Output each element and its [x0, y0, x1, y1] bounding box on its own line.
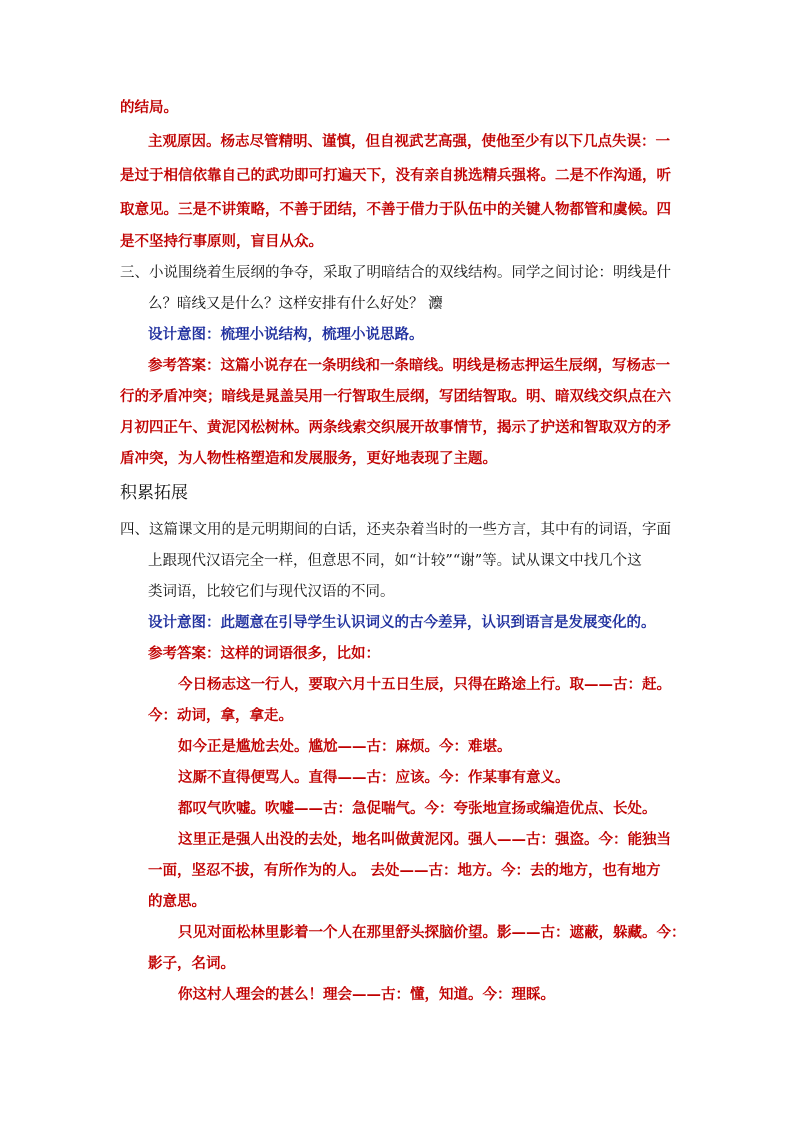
example-line: 只见对面松林里影着一个人在那里舒头探脑价望。影——古：遮蔽，躲藏。今：: [178, 924, 686, 941]
example-line: 如今正是尴尬去处。尴尬——古：麻烦。今：难堪。: [178, 738, 512, 755]
example-line: 这里正是强人出没的去处，地名叫做黄泥冈。强人——古：强盗。今：能独当: [178, 831, 671, 848]
example-line: 都叹气吹嘘。吹嘘——古：急促喘气。今：夸张地宣扬或编造优点、长处。: [178, 800, 657, 817]
text-line: 行的矛盾冲突；暗线是晁盖吴用一行智取生辰纲，写团结智取。明、暗双线交织点在六: [120, 388, 671, 405]
text-line: 月初四正午、黄泥冈松树林。两条线索交织展开故事情节，揭示了护送和智取双方的矛: [120, 419, 671, 436]
example-line: 今日杨志这一行人，要取六月十五日生辰，只得在路途上行。取——古：赶。: [178, 676, 671, 693]
text-line: 影子，名词。: [148, 955, 235, 972]
design-intent: 设计意图：梳理小说结构，梳理小说思路。: [148, 326, 424, 343]
text-line: 今：动词，拿，拿走。: [148, 707, 293, 724]
text-line: 是不坚持行事原则，盲目从众。: [120, 233, 323, 250]
text-line: 取意见。三是不讲策略，不善于团结，不善于借力于队伍中的关键人物都管和虞候。四: [120, 201, 671, 218]
text-line: 是过于相信依靠自己的武功即可打遍天下，没有亲自挑选精兵强将。二是不作沟通，听: [120, 167, 671, 184]
text-line: 一面，坚忍不拔，有所作为的人。 去处——古：地方。今：去的地方，也有地方: [148, 862, 661, 879]
text-line: 主观原因。杨志尽管精明、谨慎，但自视武艺高强，使他至少有以下几点失误：一: [148, 133, 670, 150]
reference-answer: 参考答案：这篇小说存在一条明线和一条暗线。明线是杨志押运生辰纲，写杨志一: [148, 357, 670, 374]
text-line: 的结局。: [120, 99, 178, 116]
text-line: 盾冲突，为人物性格塑造和发展服务，更好地表现了主题。: [120, 450, 497, 467]
question-4: 四、这篇课文用的是元明期间的白话，还夹杂着当时的一些方言，其中有的词语，字面: [120, 522, 671, 538]
section-heading: 积累拓展: [120, 483, 188, 503]
text-line: 类词语，比较它们与现代汉语的不同。: [148, 584, 395, 600]
text-line: 的意思。: [148, 893, 206, 910]
design-intent: 设计意图：此题意在引导学生认识词义的古今差异，认识到语言是发展变化的。: [148, 614, 656, 631]
stamp-glyph: 灋: [428, 296, 443, 312]
question-3-cont: [148, 294, 443, 314]
text-segment: 么？暗线又是什么？这样安排有什么好处？: [148, 296, 424, 312]
question-3: 三、小说围绕着生辰纲的争夺，采取了明暗结合的双线结构。同学之间讨论：明线是什: [120, 265, 671, 281]
text-line: 上跟现代汉语完全一样，但意思不同，如“计较”“谢”等。试从课文中找几个这: [148, 553, 642, 569]
example-line: 你这村人理会的甚么！理会——古：懂，知道。今：理睬。: [178, 986, 555, 1003]
reference-answer: 参考答案：这样的词语很多，比如：: [148, 645, 380, 662]
example-line: 这厮不直得便骂人。直得——古：应该。今：作某事有意义。: [178, 769, 570, 786]
